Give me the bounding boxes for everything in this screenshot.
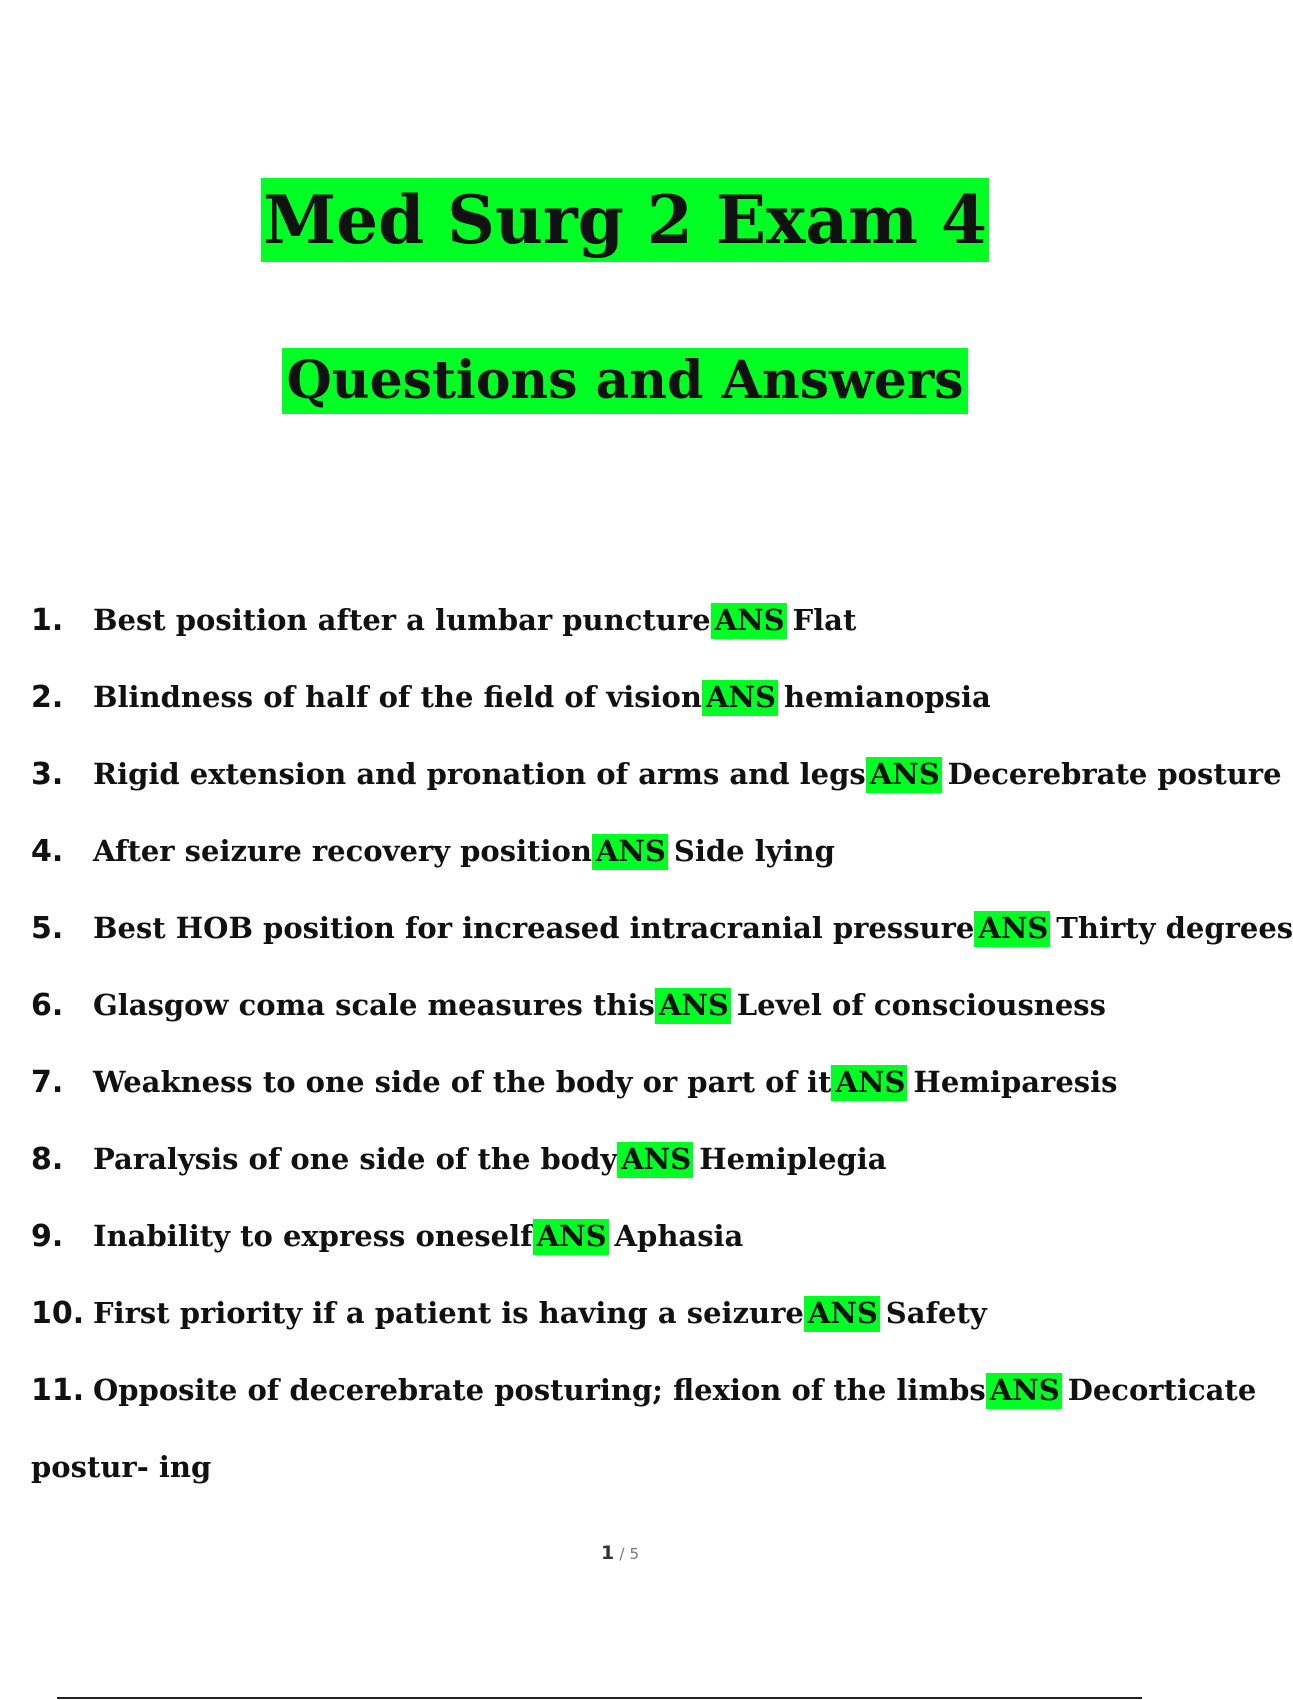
item-answer: Safety	[885, 1296, 987, 1330]
ans-label: ANS	[804, 1296, 880, 1332]
page-bottom-divider	[57, 1697, 1142, 1699]
list-item	[31, 911, 1293, 988]
item-number: 11.	[31, 1373, 85, 1408]
item-answer: Decerebrate posture	[947, 757, 1282, 791]
item-answer: Side lying	[673, 834, 835, 868]
list-item	[31, 988, 1191, 1065]
item-number: 1.	[31, 603, 64, 638]
list-item	[31, 680, 1191, 757]
ans-label: ANS	[831, 1065, 907, 1101]
ans-label: ANS	[974, 911, 1050, 947]
item-question: Blindness of half of the field of vision	[93, 680, 702, 714]
list-item	[31, 603, 1191, 680]
item-number: 7.	[31, 1065, 64, 1100]
item-question: First priority if a patient is having a seizure	[93, 1296, 804, 1330]
item-answer: Hemiparesis	[913, 1065, 1118, 1099]
ans-label: ANS	[866, 757, 942, 793]
item-question: After seizure recovery position	[93, 834, 592, 868]
item-number: 2.	[31, 680, 64, 715]
item-answer: hemianopsia	[783, 680, 991, 714]
list-item	[31, 1373, 1257, 1450]
item-number: 3.	[31, 757, 64, 792]
document-title: Med Surg 2 Exam 4	[261, 178, 989, 262]
page-total: 5	[629, 1545, 640, 1563]
item-answer: Hemiplegia	[699, 1142, 887, 1176]
item-answer: Decorticate	[1067, 1373, 1257, 1407]
list-item	[31, 1296, 1191, 1373]
page-indicator	[0, 1542, 1240, 1564]
item-number: 9.	[31, 1219, 64, 1254]
item-number: 4.	[31, 834, 64, 869]
item-answer: Level of consciousness	[736, 988, 1106, 1022]
item-question: Glasgow coma scale measures this	[93, 988, 655, 1022]
qa-list	[31, 603, 1293, 1450]
ans-label: ANS	[655, 988, 731, 1024]
item-number: 8.	[31, 1142, 64, 1177]
list-item	[31, 1065, 1191, 1142]
ans-label: ANS	[702, 680, 778, 716]
item-question: Best HOB position for increased intracranial pressure	[93, 911, 975, 945]
page-separator: /	[619, 1545, 625, 1563]
item-answer: Aphasia	[614, 1219, 744, 1253]
list-item	[31, 757, 1282, 834]
document-subtitle-block	[0, 348, 1250, 414]
ans-label: ANS	[533, 1219, 609, 1255]
item-answer-continuation: postur- ing	[31, 1450, 212, 1484]
list-item	[31, 1219, 1191, 1296]
ans-label: ANS	[617, 1142, 693, 1178]
list-item	[31, 1142, 1191, 1219]
item-question: Inability to express oneself	[93, 1219, 533, 1253]
item-number: 6.	[31, 988, 64, 1023]
item-question: Best position after a lumbar puncture	[93, 603, 711, 637]
item-question: Paralysis of one side of the body	[93, 1142, 618, 1176]
item-number: 5.	[31, 911, 64, 946]
item-number: 10.	[31, 1296, 85, 1331]
item-question: Weakness to one side of the body or part of it	[93, 1065, 832, 1099]
ans-label: ANS	[711, 603, 787, 639]
ans-label: ANS	[986, 1373, 1062, 1409]
item-answer: Flat	[792, 603, 857, 637]
list-item	[31, 834, 1191, 911]
page-current: 1	[600, 1542, 615, 1564]
item-question: Opposite of decerebrate posturing; flexion of the limbs	[93, 1373, 986, 1407]
document-subtitle: Questions and Answers	[282, 348, 967, 414]
document-title-block	[0, 178, 1250, 262]
item-answer: Thirty degrees	[1056, 911, 1293, 945]
ans-label: ANS	[592, 834, 668, 870]
item-question: Rigid extension and pronation of arms and legs	[93, 757, 866, 791]
